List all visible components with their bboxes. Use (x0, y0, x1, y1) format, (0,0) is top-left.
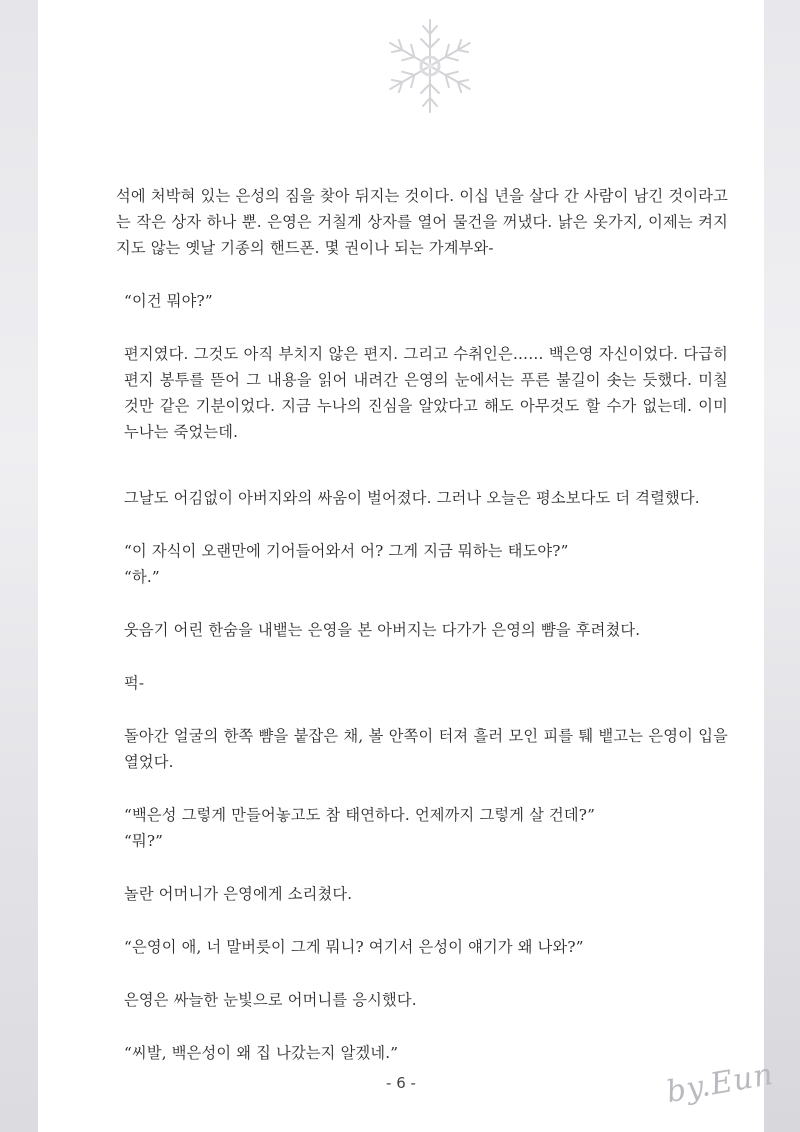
dialogue-what-is-this: “이건 뭐야?” (124, 292, 213, 310)
snowflake-ornament-icon (378, 14, 482, 118)
signature-watermark: by.Eun (663, 1056, 777, 1111)
background-left-panel (0, 0, 38, 1132)
paragraph-box-search: 석에 처박혀 있는 은성의 짐을 찾아 뒤지는 것이다. 이십 년을 살다 간 사람이 남긴 것이라고는 작은 상자 하나 뿐. 은영은 거칠게 상자를 열어 물건을 꺼냈다. 낡은 옷가지, 이제는 켜지지도 않는 옛날 기종의 핸드폰. 몇 권이나 되는 가계부와- (116, 187, 728, 257)
dialogue-mother: “은영이 애, 너 말버릇이 그게 뭐니? 여기서 은성이 얘기가 왜 나와?” (124, 938, 584, 956)
paragraph-fight: 그날도 어김없이 아버지와의 싸움이 벌어졌다. 그러나 오늘은 평소보다도 더 격렬했다. (124, 489, 700, 507)
page-number: - 6 - (386, 1074, 416, 1092)
paragraph-letter: 편지였다. 그것도 아직 부치지 않은 편지. 그리고 수취인은…… 백은영 자신이었다. 다급히 편지 봉투를 뜯어 그 내용을 읽어 내려간 은영의 눈에서는 푸른 불길이 솟는 듯했다. 미칠 것만 같은 기분이었다. 지금 누나의 진심을 알았다고 해도 아무것도 할 수가 없는데. 이미 누나는 죽었는데. (124, 345, 728, 441)
paragraph-spit: 돌아간 얼굴의 한쪽 뺨을 붙잡은 채, 볼 안쪽이 터져 흘러 모인 피를 퉤 뱉고는 은영이 입을 열었다. (124, 727, 728, 771)
background-right-panel (764, 0, 800, 1132)
story-text (116, 183, 728, 1066)
dialogue-father: “이 자식이 오랜만에 기어들어와서 어? 그게 지금 뭐하는 태도야?” (124, 542, 569, 560)
dialogue-what: “뭐?” (124, 832, 164, 850)
dialogue-final: “씨발, 백은성이 왜 집 나갔는지 알겠네.” (124, 1044, 399, 1062)
page (38, 0, 764, 1132)
dialogue-sigh: “하.” (124, 568, 160, 586)
dialogue-eunyoung: “백은성 그렇게 만들어놓고도 참 태연하다. 언제까지 그렇게 살 건데?” (124, 806, 596, 824)
paragraph-stare: 은영은 싸늘한 눈빛으로 어머니를 응시했다. (124, 991, 417, 1009)
paragraph-mother-shouts: 놀란 어머니가 은영에게 소리쳤다. (124, 885, 353, 903)
sound-effect: 퍽- (124, 674, 145, 692)
paragraph-slap: 웃음기 어린 한숨을 내뱉는 은영을 본 아버지는 다가가 은영의 뺨을 후려쳤다. (124, 621, 641, 639)
